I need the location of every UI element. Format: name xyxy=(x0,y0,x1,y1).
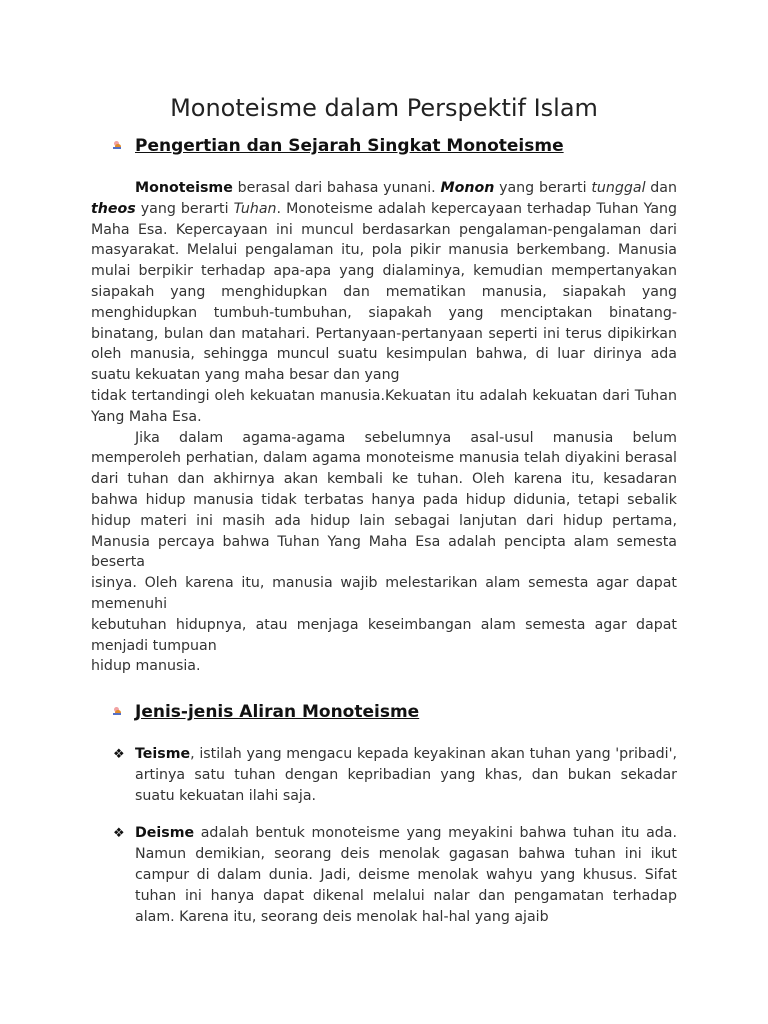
paragraph-2-line: isinya. Oleh karena itu, manusia wajib melestarikan alam semesta agar dapat memenuhi xyxy=(91,575,677,612)
flame-bullet-icon xyxy=(113,707,122,716)
list-item-text: adalah bentuk monoteisme yang meyakini bahwa tuhan itu ada. Namun demikian, seorang deis menolak gagasan bahwa tuhan ini ikut campur di dalam dunia. Jadi, deisme menolak wahyu yang khusus. Sifat tuhan ini hanya dapat dikenal melalui nalar dan pengamatan terhadap alam. Karena itu, seorang deis menolak hal-hal yang ajaib xyxy=(135,825,677,925)
term-monon: Monon xyxy=(440,180,495,196)
paragraph-1 xyxy=(91,178,677,386)
term-teisme: Teisme xyxy=(135,746,191,762)
paragraph-2-line: kebutuhan hidupnya, atau menjaga keseimbangan alam semesta agar dapat menjadi tumpuan xyxy=(91,616,677,654)
term-tuhan: Tuhan xyxy=(233,200,277,217)
section-heading-jenis xyxy=(113,700,419,724)
list-item-teisme xyxy=(113,744,677,807)
aliran-list xyxy=(113,744,677,928)
section-body-pengertian xyxy=(91,178,677,677)
list-item-text: , istilah yang mengacu kepada keyakinan akan tuhan yang 'pribadi', artinya satu tuhan dengan kepribadian yang khas, dan bukan sekadar suatu kekuatan ilahi saja. xyxy=(135,746,677,804)
text-run: berasal dari bahasa yunani. xyxy=(232,180,441,196)
text-run: yang berarti xyxy=(494,180,592,196)
section-heading-text: Jenis-jenis Aliran Monoteisme xyxy=(135,702,420,722)
text-run: yang berarti xyxy=(135,200,234,217)
flame-bullet-icon xyxy=(113,141,122,150)
diamond-bullet-icon: ❖ xyxy=(113,747,125,762)
term-deisme: Deisme xyxy=(135,825,195,841)
term-theos: theos xyxy=(91,200,136,217)
page-title: Monoteisme dalam Perspektif Islam xyxy=(170,94,598,122)
term-monoteisme: Monoteisme xyxy=(135,180,233,196)
section-heading-pengertian xyxy=(113,134,564,158)
text-run: dan xyxy=(645,180,677,196)
diamond-bullet-icon: ❖ xyxy=(113,826,125,841)
paragraph-1-continued: tidak tertandingi oleh kekuatan manusia.Kekuatan itu adalah kekuatan dari Tuhan Yang Maha Esa. xyxy=(91,387,677,425)
section-heading-text: Pengertian dan Sejarah Singkat Monoteisme xyxy=(135,136,564,156)
paragraph-2-line: hidup manusia. xyxy=(91,658,201,675)
list-item-deisme xyxy=(113,823,677,928)
text-run: . Monoteisme adalah kepercayaan terhadap Tuhan Yang Maha Esa. Kepercayaan ini muncul berdasarkan pengalaman-pengalaman dari masyarakat. Melalui pengalaman itu, pola pikir manusia berkembang. Manusia mulai berpikir terhadap apa-apa yang dialaminya, kemudian mempertanyakan siapakah yang menghidupkan dan mematikan manusia, siapakah yang menghidupkan tumbuh-tumbuhan, siapakah yang menciptakan binatang-binatang, bulan dan matahari. Pertanyaan-pertanyaan seperti ini terus dipikirkan oleh manusia, sehingga muncul suatu kesimpulan bahwa, di luar dirinya ada suatu kekuatan yang maha besar dan yang xyxy=(91,200,678,384)
term-tunggal: tunggal xyxy=(591,180,646,196)
paragraph-2: Jika dalam agama-agama sebelumnya asal-usul manusia belum memperoleh perhatian, dalam agama monoteisme manusia telah diyakini berasal dari tuhan dan akhirnya akan kembali ke tuhan. Oleh karena itu, kesadaran bahwa hidup manusia tidak terbatas hanya pada hidup didunia, tetapi sebalik hidup materi ini masih ada hidup lain sebagai lanjutan dari hidup pertama, Manusia percaya bahwa Tuhan Yang Maha Esa adalah pencipta alam semesta beserta xyxy=(91,429,677,571)
